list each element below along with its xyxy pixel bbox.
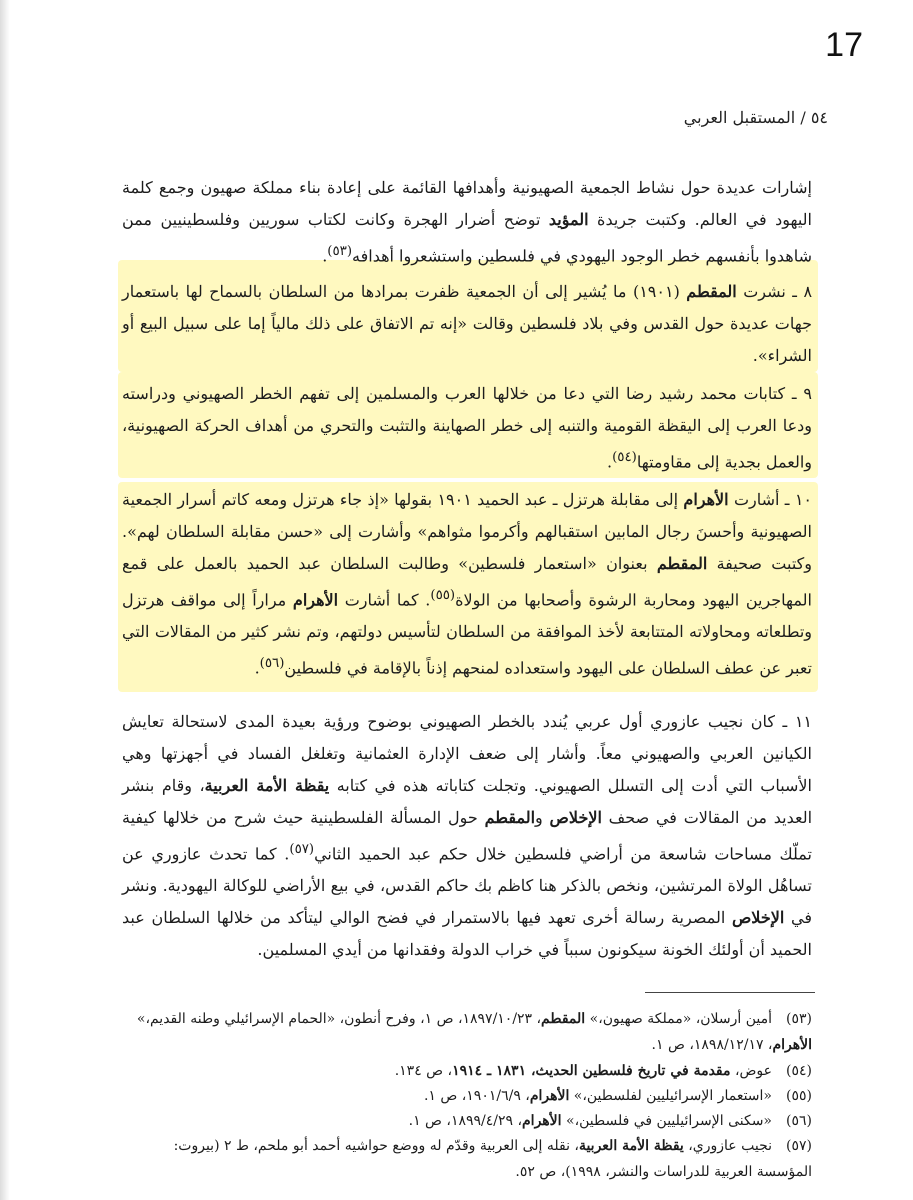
- paragraph-8: ٨ ـ نشرت المقطم (١٩٠١) ما يُشير إلى أن الجمعية ظفرت بمرادها من السلطان بالسماح لها باستعمار جهات عديدة حول القدس وفي بلاد فلسطين وقالت «إنه تم الاتفاق على ذلك مالياً إما على سبيل البيع أو الشراء».: [122, 282, 813, 365]
- paragraph-intro: إشارات عديدة حول نشاط الجمعية الصهيونية وأهدافها القائمة على إعادة بناء مملكة صهيون وجمع كلمة اليهود في العالم. وكتبت جريدة المؤيد توضح أضرار الهجرة وكانت لكتاب سوريين وفلسطينيين ممن شاهدوا بأنفسهم خطر الوجود اليهودي في فلسطين واستشعروا أهدافه$^{(٥٣)}$.: [122, 178, 813, 266]
- footnote-56: (٥٦)«سكنى الإسرائيليين في فلسطين،» الأهرام، ١٨٩٩/٤/٢٩، ص ١.: [408, 1113, 812, 1129]
- footnote-57: (٥٧)نجيب عازوري، يقظة الأمة العربية، نقله إلى العربية وقدّم له ووضع حواشيه أحمد أبو ملحم، ط ٢ (بيروت: المؤسسة العربية للدراسات والنشر، ١٩٩٨)، ص ٥٢.: [173, 1138, 812, 1180]
- footnote-ref-57: (٥٧): [289, 842, 315, 857]
- page-number: 17: [825, 26, 863, 64]
- footnote-ref-56: (٥٦): [259, 656, 285, 672]
- paragraph-9: ٩ ـ كتابات محمد رشيد رضا التي دعا من خلالها العرب والمسلمين إلى تفهم الخطر الصهيوني ودراسته ودعا العرب إلى اليقظة القومية والتنبه إلى خطر الصهاينة والتثبت والتحري من أهداف الحركة الصهيونية، والعمل بجدية إلى مقاومتها$^{(٥٤)}$.: [122, 384, 813, 472]
- footnote-separator: [645, 992, 815, 993]
- footnote-ref-54: (٥٤): [612, 450, 637, 465]
- running-header: ٥٤ / المستقبل العربي: [683, 108, 828, 127]
- paragraph-10: ١٠ ـ أشارت الأهرام إلى مقابلة هرتزل ـ عبد الحميد ١٩٠١ بقولها «إذ جاء هرتزل ومعه كاتم أسرار الجمعية الصهيونية وأحسنَ رجال المابين استقبالهم وأكرموا مثواهم» وأشارت إلى «حسن مقابلة السلطان لهم». وكتبت صحيفة المقطم بعنوان «استعمار فلسطين» وطالبت السلطان عبد الحميد بالعمل على قمع المهاجرين اليهود ومحاربة الرشوة وأصحابها من الولاة$^{(٥٥)}$. كما أشارت الأهرام مراراً إلى مواقف هرتزل وتطلعاته ومحاولاته المتتابعة لأخذ الموافقة من السلطان لتأسيس دولتهم، وتم نشر كثير من المقالات التي تعبر عن عطف السلطان على اليهود واستعداده لمنحهم إذناً بالإقامة في فلسطين$^{(٥٦)}$.: [122, 490, 813, 678]
- footnote-53: (٥٣)أمين أرسلان، «مملكة صهيون،» المقطم، ١٨٩٧/١٠/٢٣، ص ١، وفرح أنطون، «الحمام الإسرائيلي وطنه القديم،» الأهرام، ١٨٩٨/١٢/١٧، ص ١.: [136, 1011, 812, 1053]
- page-fold-shadow: [0, 0, 10, 1200]
- footnote-54: (٥٤)عوض، مقدمة في تاريخ فلسطين الحديث، ١٨٣١ ـ ١٩١٤، ص ١٣٤.: [394, 1063, 812, 1079]
- footnote-ref-55: (٥٥): [430, 588, 456, 603]
- footnote-55: (٥٥)«استعمار الإسرائيليين لفلسطين،» الأهرام، ١٩٠١/٦/٩، ص ١.: [423, 1088, 812, 1104]
- footnote-ref-53: (٥٣): [327, 244, 353, 259]
- paragraph-11: ١١ ـ كان نجيب عازوري أول عربي يُندد بالخطر الصهيوني بوضوح ورؤية بعيدة المدى لاستحالة تعايش الكيانين العربي والصهيوني معاً. وأشار إلى ضعف الإدارة العثمانية وتغلغل الفساد في أجهزتها وهي الأسباب التي أدت إلى التسلل الصهيوني. وتجلت كتاباته هذه في كتابه يقظة الأمة العربية، وقام بنشر العديد من المقالات في صحف الإخلاص والمقطم حول المسألة الفلسطينية حيث شرح من خلالها كيفية تملّك مساحات شاسعة من أراضي فلسطين خلال حكم عبد الحميد الثاني$^{(٥٧)}$. كما تحدث عازوري عن تساهُل الولاة المرتشين، ونخص بالذكر هنا كاظم بك حاكم القدس، في بيع الأراضي للوكالة اليهودية. ونشر في الإخلاص المصرية رسالة أخرى تعهد فيها بالاستمرار في فضح الوالي ليتأكد من خلالها السلطان عبد الحميد أن أولئك الخونة سيكونون سبباً في خراب الدولة وفقدانها من أيدي المسلمين.: [122, 712, 813, 960]
